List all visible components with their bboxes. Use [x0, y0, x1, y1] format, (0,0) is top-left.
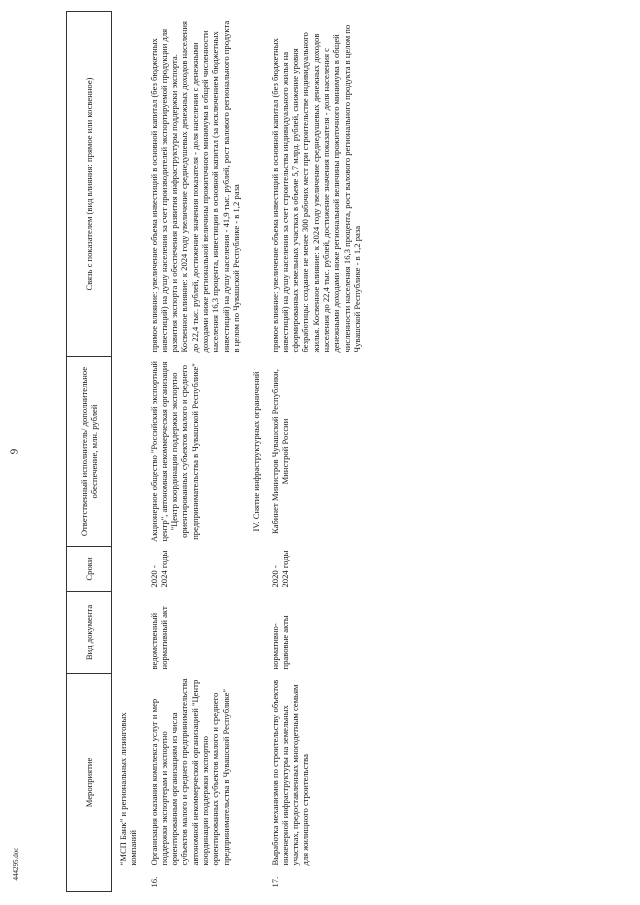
- cell-number: 16.: [148, 876, 159, 888]
- cell-responsible: Кабинет Министров Чувашской Республики, Минстрой России: [269, 369, 290, 534]
- header-link: Связь с показателем (вид влияния: прямое или косвенное): [67, 12, 112, 357]
- table-row: [266, 12, 365, 892]
- table-header-row: [67, 12, 112, 892]
- cell-responsible: Акционерное общество "Российский экспортный центр", автономная некоммерческая организация "Центр координации поддержки экспортно ориентированных субъектов малого и среднего предпринимательства в Чувашской Республике": [148, 361, 200, 542]
- cell-activity: Выработка механизмов по строительству объектов инженерной инфраструктуры на земельных участках, предоставленных многодетным семьям для жилищного строительства: [269, 679, 311, 866]
- measures-table: [66, 11, 364, 892]
- header-responsible: Ответственный исполнитель/ дополнительное обеспечение, млн. рублей: [67, 357, 112, 547]
- table-row: [143, 12, 244, 892]
- cell-number-empty: [112, 870, 143, 892]
- header-activity: Мероприятие: [67, 674, 112, 892]
- cell-activity: Организация оказания комплекса услуг и мер поддержки экспортерам и экспортно ориентированным организациям из числа субъектов малого и среднего предпринимательства автономной некоммерческой организацией "Центр координации поддержки экспортно ориентированных субъектов малого и среднего предпринимательства в Чувашской Республике": [148, 678, 231, 866]
- cell-activity: “МСП Банк” и региональных лизинговых компаний: [118, 712, 139, 866]
- cell-terms: 2020 - 2024 годы: [269, 550, 290, 588]
- section-row: [243, 12, 265, 892]
- footer-filename: 444295.doc: [12, 847, 20, 881]
- cell-doc-type: ведомственный нормативный акт: [148, 606, 169, 670]
- header-doc-type: Вид документа: [67, 592, 112, 674]
- table-row-continuation: [112, 12, 143, 892]
- page-number: 9: [8, 448, 21, 455]
- cell-doc-type: нормативно-правовые акты: [269, 615, 290, 670]
- header-terms: Сроки: [67, 547, 112, 592]
- cell-terms: 2020 - 2024 годы: [148, 550, 169, 588]
- cell-link: прямое влияние: увеличение объема инвестиций в основной капитал (без бюджетных инвестиций) на душу населения за счет производителей экспортируемой продукции для развития экспорта и обеспечения развития инфраструктуры поддержки экспорта. Косвенное влияние: к 2024 году увеличение среднедушевых денежных доходов населения до 22,4 тыс. рублей, достижение значения показателя - доля населения с денежными доходами ниже региональной величины прожиточного минимума в общей численности населения 16,3 процента, инвестиции в основной капитал (за исключением бюджетных инвестиций) на душу населения - 41,9 тыс. рублей, рост валового регионального продукта в целом по Чувашской Республике - в 1,2 раза: [148, 20, 241, 353]
- section-title: IV. Снятие инфраструктурных ограничений: [251, 371, 262, 532]
- rotated-page-content: [66, 12, 606, 892]
- cell-link: прямое влияние: увеличение объема инвестиций в основной капитал (без бюджетных инвестиций) на душу населения за счет строительства индивидуального жилья на сформированных земельных участках в объеме 5,7 млрд. рублей, снижение уровня безработицы: создание не менее 300 рабочих мест при строительстве индивидуального жилья. Косвенное влияние: к 2024 году увеличение среднедушевых денежных доходов населения до 22,4 тыс. рублей, достижение значения показателя - доля населения с денежными доходами ниже региональной величины прожиточного минимума в общей численности населения 16,3 процента, рост валового регионального продукта в целом по Чувашской Республике - в 1,2 раза: [269, 24, 362, 353]
- cell-number: 17.: [269, 876, 280, 888]
